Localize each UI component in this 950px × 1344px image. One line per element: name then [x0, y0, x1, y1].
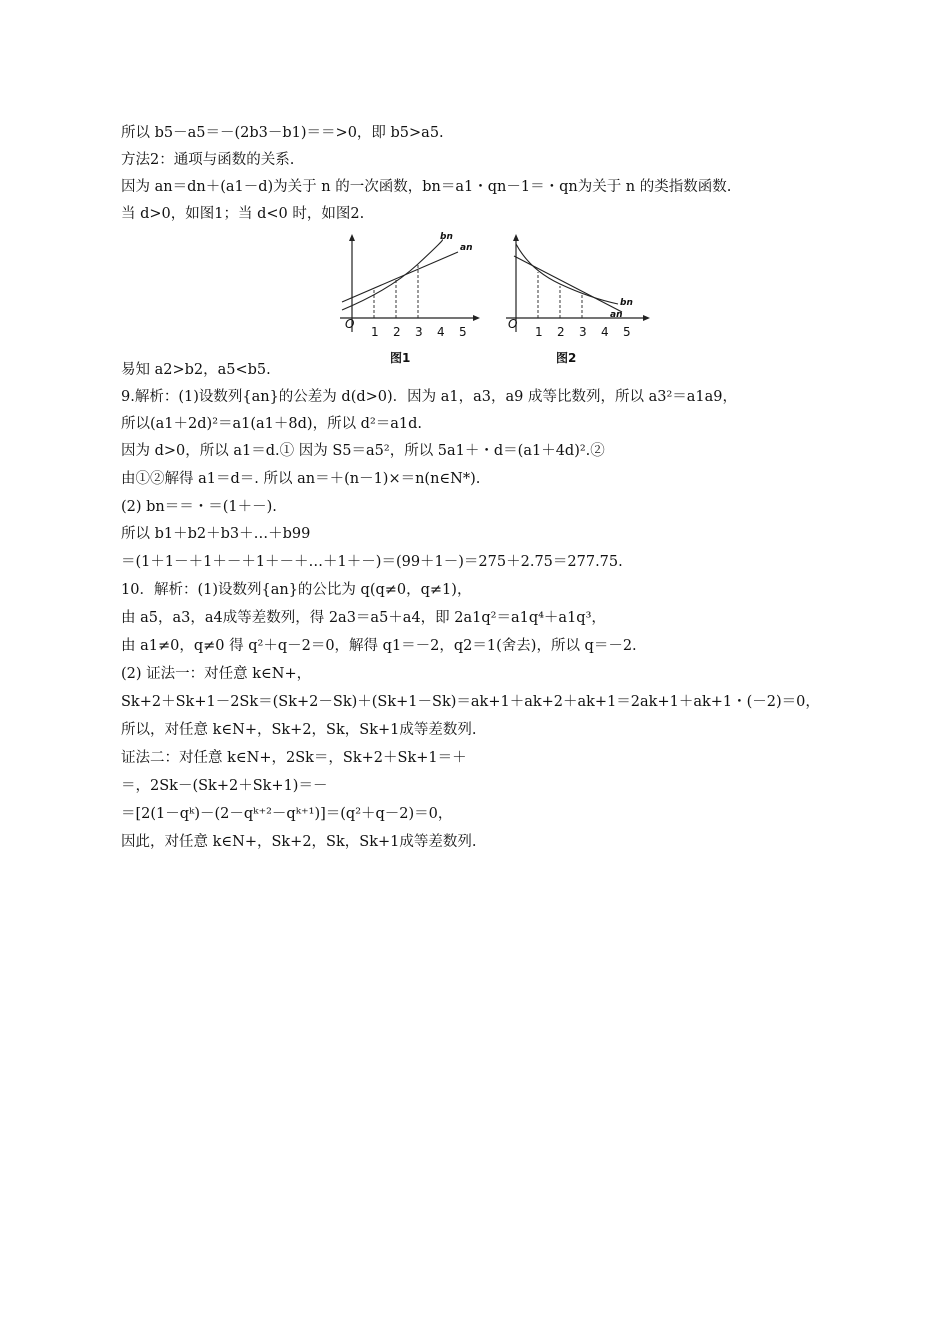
text-line: 由 a1≠0，q≠0 得 q²＋q－2＝0，解得 q1＝－2，q2＝1(舍去)，所以 q＝－2.: [121, 638, 637, 654]
figure-caption: 图1: [390, 351, 411, 365]
curve-label: an: [610, 310, 623, 320]
text-line: 因为 d>0，所以 a1＝d.① 因为 S5＝a5²，所以 5a1＋・d＝(a1＋4d)².②: [121, 443, 605, 459]
tick-label: 3: [579, 325, 587, 339]
text-line: 9.解析：(1)设数列{an}的公差为 d(d>0)．因为 a1，a3，a9 成等比数列，所以 a3²＝a1a9，: [121, 389, 738, 405]
text-line: 由 a5，a3，a4成等差数列，得 2a3＝a5＋a4，即 2a1q²＝a1q⁴＋a1q³，: [121, 610, 606, 626]
text-line: 10．解析：(1)设数列{an}的公比为 q(q≠0，q≠1)，: [121, 582, 472, 598]
function-figures: [330, 232, 660, 367]
curve-label: bn: [440, 232, 453, 242]
tick-label: 2: [393, 325, 401, 339]
text-line: 方法2：通项与函数的关系.: [121, 152, 295, 168]
tick-label: 2: [557, 325, 565, 339]
tick-label: 3: [415, 325, 423, 339]
text-line: Sk+2＋Sk+1－2Sk＝(Sk+2－Sk)＋(Sk+1－Sk)＝ak+1＋ak+2＋ak+1＝2ak+1＋ak+1・(－2)＝0，: [121, 694, 820, 710]
text-line: ＝，2Sk－(Sk+2＋Sk+1)＝－: [121, 778, 328, 794]
tick-label: 1: [371, 325, 379, 339]
figure-caption: 图2: [556, 351, 577, 365]
text-line: 当 d>0，如图1；当 d<0 时，如图2.: [121, 206, 365, 222]
tick-label: 5: [623, 325, 631, 339]
text-line: ＝[2(1－qᵏ)－(2－qᵏ⁺²－qᵏ⁺¹)]＝(q²＋q－2)＝0，: [121, 806, 453, 822]
text-line: 所以 b1＋b2＋b3＋…＋b99: [121, 526, 311, 542]
text-line: 所以，对任意 k∈N+，Sk+2，Sk，Sk+1成等差数列.: [121, 722, 477, 738]
tick-label: 4: [437, 325, 445, 339]
tick-label: 4: [601, 325, 609, 339]
figure-2: [500, 232, 650, 365]
text-line: 由①②解得 a1＝d＝. 所以 an＝＋(n－1)×＝n(n∈N*).: [121, 471, 481, 487]
text-line: 所以 b5－a5＝－(2b3－b1)＝＝>0，即 b5>a5.: [121, 125, 444, 141]
text-line: 所以(a1＋2d)²＝a1(a1＋8d)，所以 d²＝a1d.: [121, 416, 423, 432]
text-line: 因为 an＝dn＋(a1－d)为关于 n 的一次函数，bn＝a1・qn－1＝・qn为关于 n 的类指数函数.: [121, 179, 732, 195]
origin-label: O: [345, 317, 355, 331]
origin-label: O: [508, 317, 518, 331]
text-line: 易知 a2>b2，a5<b5.: [121, 362, 271, 378]
text-line: 因此，对任意 k∈N+，Sk+2，Sk，Sk+1成等差数列.: [121, 834, 477, 850]
text-line: ＝(1＋1－＋1＋－＋1＋－＋…＋1＋－)＝(99＋1－)＝275＋2.75＝277.75.: [121, 554, 623, 570]
curve-label: bn: [620, 298, 633, 308]
text-line: (2) bn＝＝・＝(1＋－).: [121, 499, 277, 515]
curve-label: an: [460, 243, 473, 253]
figure-1: [330, 232, 480, 365]
text-line: (2) 证法一：对任意 k∈N+，: [121, 666, 312, 682]
tick-label: 1: [535, 325, 543, 339]
text-line: 证法二：对任意 k∈N+，2Sk＝，Sk+2＋Sk+1＝＋: [121, 750, 467, 766]
tick-label: 5: [459, 325, 467, 339]
